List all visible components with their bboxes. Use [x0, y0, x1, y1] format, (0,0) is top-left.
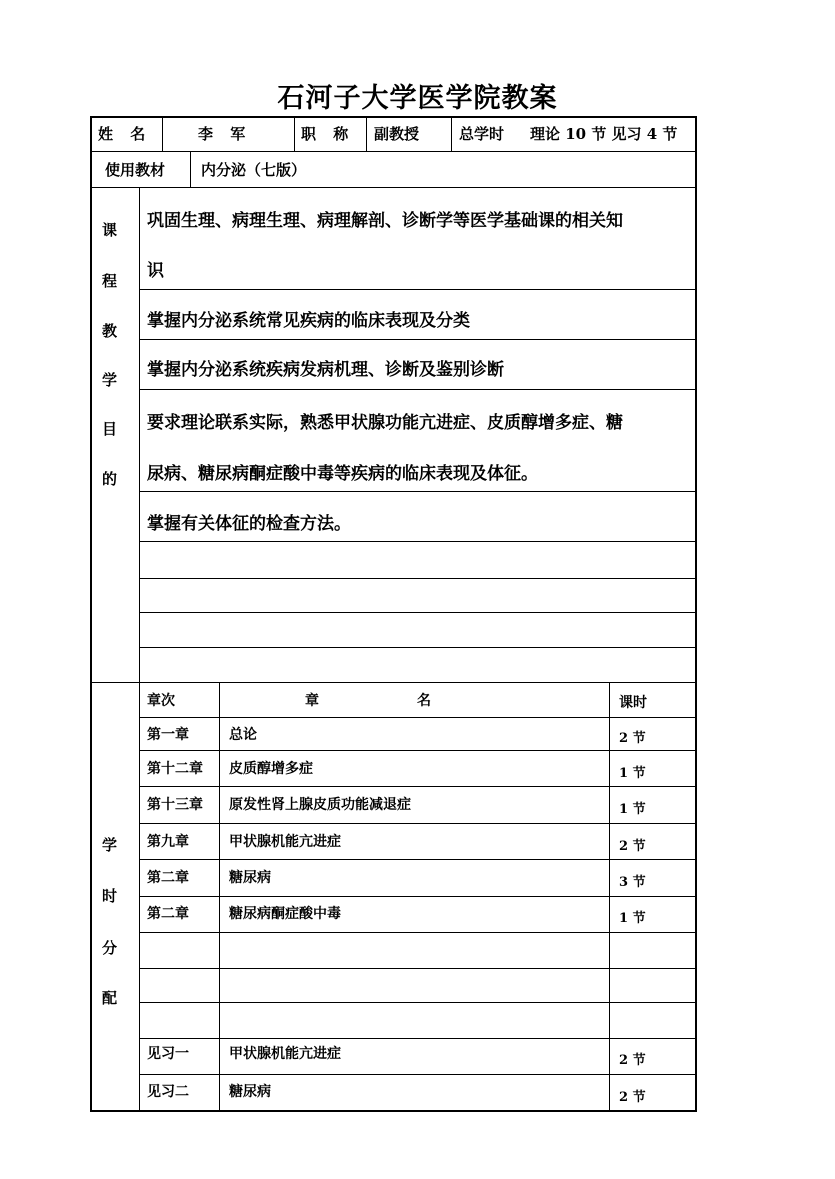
- page-title: 石河子大学医学院教案: [277, 83, 558, 114]
- objective-item-3: 掌握内分泌系统疾病发病机理、诊断及鉴别诊断: [147, 360, 504, 380]
- objective-item-1-line-1: 巩固生理、病理生理、病理解剖、诊断学等医学基础课的相关知: [147, 211, 623, 231]
- row-chapter: 第二章: [147, 906, 189, 922]
- professional-title-label: 职 称: [301, 125, 355, 143]
- row-chapter: 见习二: [147, 1084, 189, 1100]
- professional-title-value: 副教授: [374, 125, 420, 143]
- objective-item-1-line-2: 识: [147, 261, 164, 281]
- row-chapter-name: 总论: [229, 727, 257, 743]
- column-header-chapter: 章次: [147, 693, 175, 709]
- objective-item-4-line-2: 尿病、糖尿病酮症酸中毒等疾病的临床表现及体征。: [147, 464, 538, 484]
- objectives-side-label-char: 教: [102, 322, 118, 340]
- objectives-side-label-char: 的: [102, 470, 118, 488]
- row-chapter-name: 甲状腺机能亢进症: [229, 1046, 341, 1062]
- row-hours: 1 节: [619, 766, 646, 781]
- name-label: 姓 名: [98, 125, 152, 143]
- column-header-hours: 课时: [619, 695, 647, 711]
- row-chapter-name: 糖尿病: [229, 870, 271, 886]
- row-chapter-name: 原发性肾上腺皮质功能减退症: [229, 797, 411, 813]
- row-chapter-name: 甲状腺机能亢进症: [229, 834, 341, 850]
- objective-item-5: 掌握有关体征的检查方法。: [147, 514, 351, 534]
- row-chapter: 第一章: [147, 727, 189, 743]
- row-chapter-name: 糖尿病: [229, 1084, 271, 1100]
- row-hours: 2 节: [619, 1090, 646, 1105]
- row-chapter-name: 糖尿病酮症酸中毒: [229, 906, 341, 922]
- row-chapter-name: 皮质醇增多症: [229, 761, 313, 777]
- objective-item-2: 掌握内分泌系统常见疾病的临床表现及分类: [147, 311, 470, 331]
- row-chapter: 第十二章: [147, 761, 203, 777]
- row-hours: 1 节: [619, 802, 646, 817]
- textbook-value: 内分泌（七版）: [201, 161, 307, 179]
- row-hours: 1 节: [619, 911, 646, 926]
- row-hours: 2 节: [619, 731, 646, 746]
- name-value: 李 军: [198, 125, 252, 143]
- total-hours-label: 总学时: [459, 125, 505, 143]
- objective-item-4-line-1: 要求理论联系实际，熟悉甲状腺功能亢进症、皮质醇增多症、糖: [147, 413, 623, 433]
- row-chapter: 第九章: [147, 834, 189, 850]
- textbook-label: 使用教材: [105, 161, 166, 179]
- row-hours: 2 节: [619, 1053, 646, 1068]
- schedule-side-label-char: 分: [102, 939, 118, 957]
- row-chapter: 第二章: [147, 870, 189, 886]
- schedule-side-label-char: 配: [102, 989, 118, 1007]
- schedule-side-label-char: 学: [102, 836, 118, 854]
- total-hours-value: 理论 10 节 见习 4 节: [530, 125, 678, 143]
- column-header-chapter-name: 章 名: [305, 693, 431, 709]
- row-hours: 3 节: [619, 875, 646, 890]
- objectives-side-label-char: 课: [102, 221, 118, 239]
- objectives-side-label-char: 目: [102, 420, 118, 438]
- objectives-side-label-char: 学: [102, 371, 118, 389]
- row-chapter: 见习一: [147, 1046, 189, 1062]
- objectives-side-label-char: 程: [102, 272, 118, 290]
- schedule-side-label-char: 时: [102, 887, 118, 905]
- row-hours: 2 节: [619, 839, 646, 854]
- row-chapter: 第十三章: [147, 797, 203, 813]
